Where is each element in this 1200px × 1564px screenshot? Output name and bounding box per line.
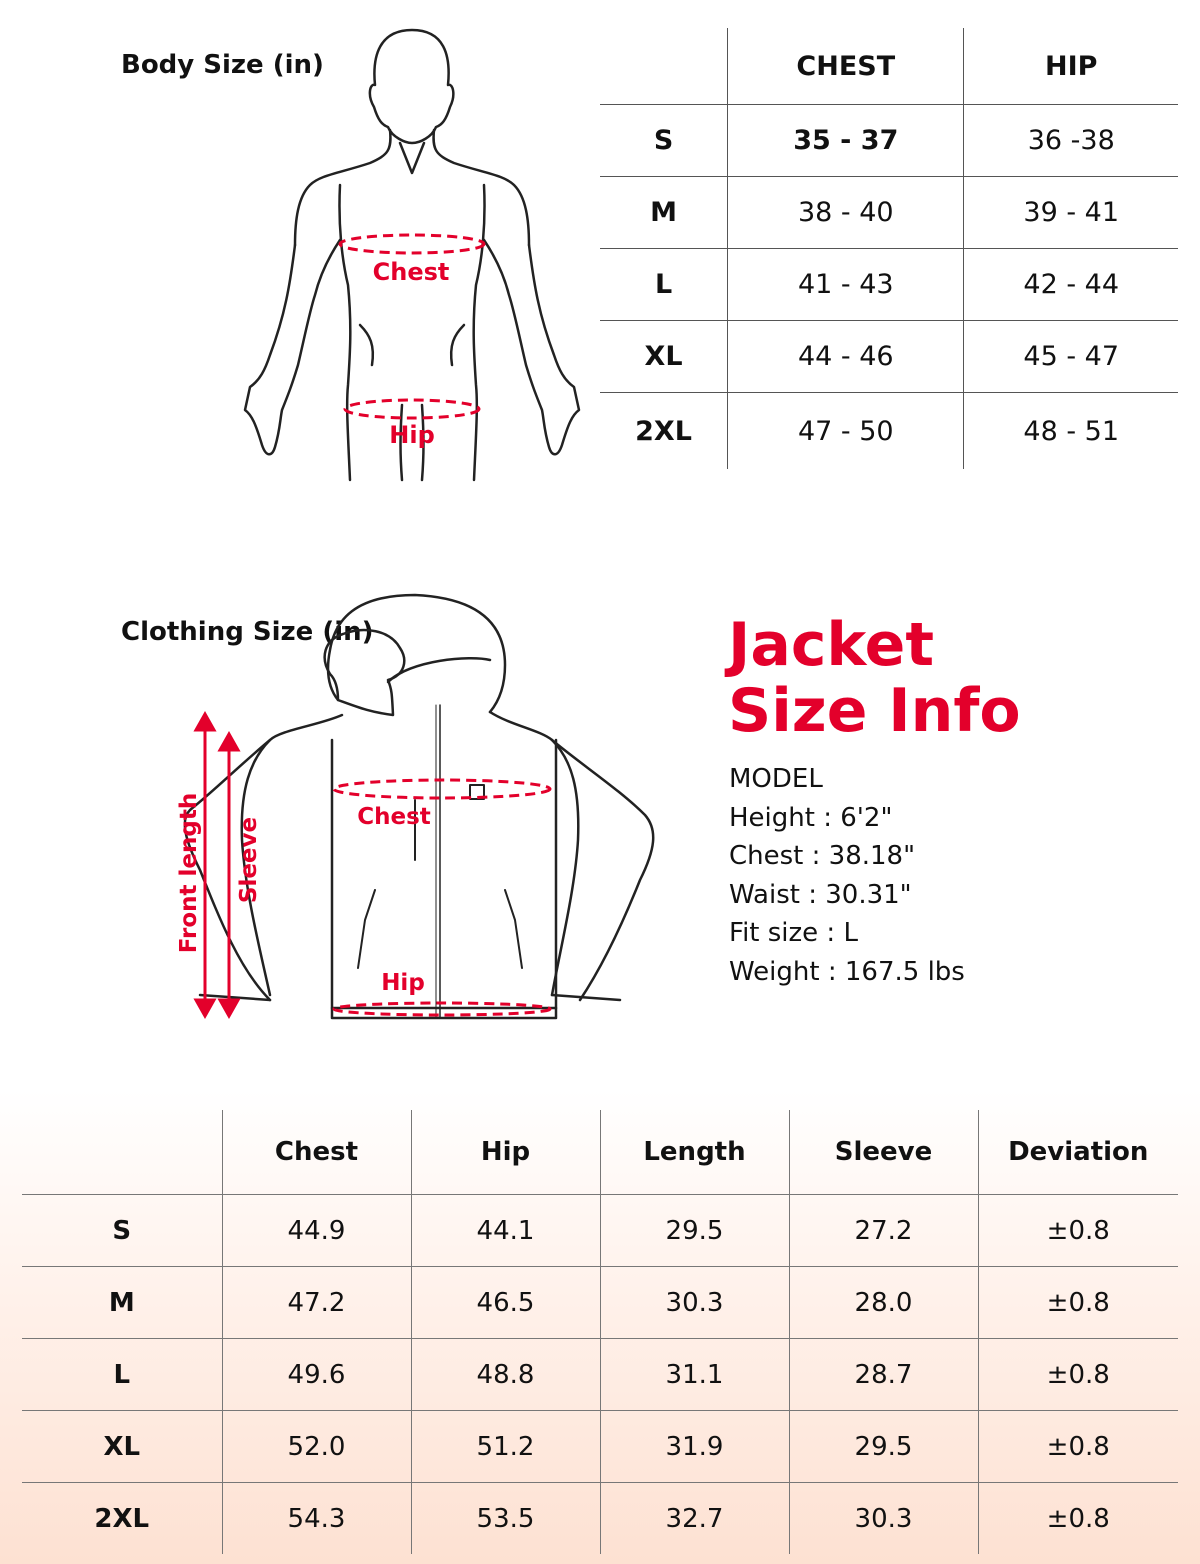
length-cell: 30.3 [600,1267,789,1339]
length-cell: 32.7 [600,1483,789,1555]
table-corner [22,1110,222,1195]
model-chest: Chest : 38.18" [729,841,916,871]
jacket-chest-label: Chest [357,804,431,830]
model-info [729,760,965,991]
length-cell: 29.5 [600,1195,789,1267]
jacket-illustration [160,590,670,1025]
chest-cell: 44 - 46 [728,321,964,393]
table-row [22,1339,1178,1411]
sleeve-label: Sleeve [236,816,262,904]
size-cell: XL [600,321,728,393]
chest-cell: 49.6 [222,1339,411,1411]
chest-cell: 44.9 [222,1195,411,1267]
chest-measure-line [340,235,484,253]
table-corner [600,28,728,105]
hip-cell: 51.2 [411,1411,600,1483]
table-row [600,249,1178,321]
jacket-size-info-heading [728,612,1021,744]
hip-cell: 46.5 [411,1267,600,1339]
jacket-chest-measure-line [334,780,550,798]
table-row [600,177,1178,249]
sleeve-cell: 28.0 [789,1267,978,1339]
chest-cell: 41 - 43 [728,249,964,321]
column-header-deviation: Deviation [978,1110,1178,1195]
chest-cell: 35 - 37 [728,105,964,177]
size-cell: S [600,105,728,177]
size-cell: M [22,1267,222,1339]
body-size-title: Body Size (in) [121,50,324,80]
sleeve-cell: 27.2 [789,1195,978,1267]
heading-line-1: Jacket [728,610,935,680]
hip-cell: 48.8 [411,1339,600,1411]
jacket-hip-label: Hip [381,970,425,996]
model-height: Height : 6'2" [729,802,893,833]
hip-label: Hip [389,421,435,449]
deviation-cell: ±0.8 [978,1195,1178,1267]
body-figure-illustration [240,25,585,485]
deviation-cell: ±0.8 [978,1411,1178,1483]
table-row [600,321,1178,393]
sleeve-cell: 29.5 [789,1411,978,1483]
deviation-cell: ±0.8 [978,1483,1178,1555]
model-heading: MODEL [729,764,823,794]
length-cell: 31.9 [600,1411,789,1483]
heading-line-2: Size Info [728,676,1021,746]
chest-cell: 47 - 50 [728,393,964,470]
table-row [600,105,1178,177]
model-waist: Waist : 30.31" [729,879,912,910]
column-header-length: Length [600,1110,789,1195]
size-cell: 2XL [600,393,728,470]
column-header-sleeve: Sleeve [789,1110,978,1195]
model-weight: Weight : 167.5 lbs [729,956,965,987]
hip-cell: 39 - 41 [964,177,1178,249]
clothing-size-table [22,1110,1178,1554]
body-size-table [600,28,1178,469]
hip-cell: 45 - 47 [964,321,1178,393]
table-row [22,1411,1178,1483]
deviation-cell: ±0.8 [978,1339,1178,1411]
hip-cell: 48 - 51 [964,393,1178,470]
front-length-label: Front length [176,792,202,954]
chest-cell: 52.0 [222,1411,411,1483]
size-cell: S [22,1195,222,1267]
chest-cell: 47.2 [222,1267,411,1339]
column-header-chest: CHEST [728,28,964,105]
size-cell: XL [22,1411,222,1483]
length-cell: 31.1 [600,1339,789,1411]
size-cell: L [600,249,728,321]
column-header-chest: Chest [222,1110,411,1195]
column-header-hip: HIP [964,28,1178,105]
hip-cell: 44.1 [411,1195,600,1267]
hip-measure-line [345,400,479,418]
chest-cell: 54.3 [222,1483,411,1555]
size-cell: L [22,1339,222,1411]
hip-cell: 42 - 44 [964,249,1178,321]
model-fit-size: Fit size : L [729,918,858,948]
table-row [22,1483,1178,1555]
sleeve-cell: 28.7 [789,1339,978,1411]
hip-cell: 53.5 [411,1483,600,1555]
clothing-size-title: Clothing Size (in) [121,617,374,647]
chest-cell: 38 - 40 [728,177,964,249]
size-cell: 2XL [22,1483,222,1555]
column-header-hip: Hip [411,1110,600,1195]
hip-cell: 36 -38 [964,105,1178,177]
table-row [22,1267,1178,1339]
table-row [600,393,1178,470]
deviation-cell: ±0.8 [978,1267,1178,1339]
chest-label: Chest [372,258,450,286]
size-cell: M [600,177,728,249]
table-row [22,1195,1178,1267]
sleeve-cell: 30.3 [789,1483,978,1555]
